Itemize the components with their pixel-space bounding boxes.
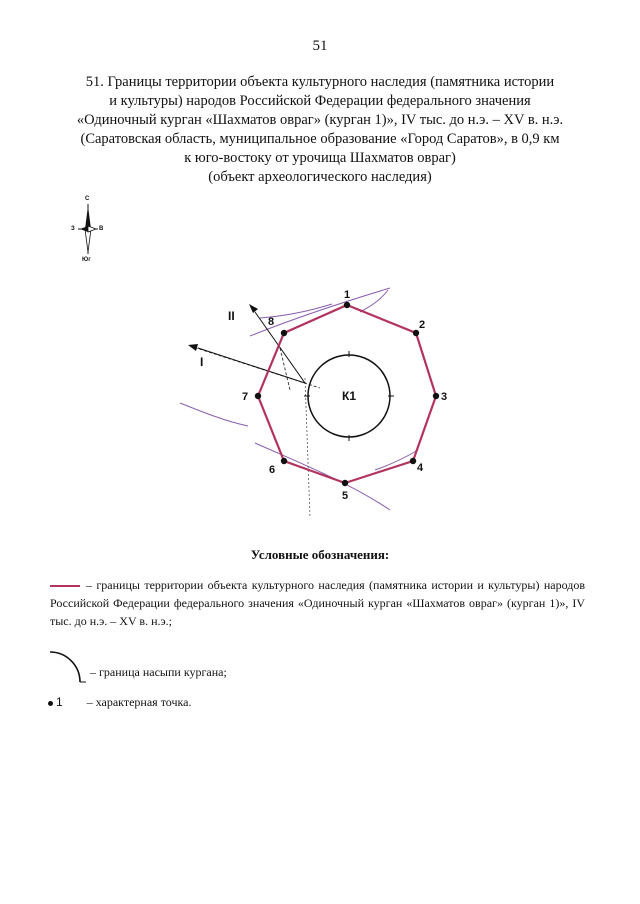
title-line: (объект археологического наследия) (208, 169, 432, 185)
point-label: 8 (268, 316, 275, 328)
title-line: (Саратовская область, муниципальное образование «Город Саратов», в 0,9 км (80, 131, 560, 147)
point-label: 5 (342, 490, 349, 502)
site-map (160, 278, 480, 528)
legend-boundary-item (50, 576, 585, 630)
point-label: 2 (419, 319, 426, 331)
mound-boundary-icon (48, 648, 88, 688)
document-title (55, 73, 585, 187)
arrow-head-icon (249, 304, 258, 313)
boundary-point (281, 458, 287, 464)
title-line: и культуры) народов Российской Федерации федерального значения (109, 93, 531, 109)
point-label: 7 (242, 391, 249, 403)
point-label: 6 (269, 464, 276, 476)
legend-mound-item (48, 648, 448, 688)
boundary-point (342, 480, 348, 486)
direction-arrow-line (198, 348, 305, 383)
page-number: 51 (312, 38, 328, 54)
compass-north-label: С (85, 196, 90, 202)
legend-mound-text: – граница насыпи кургана; (90, 665, 227, 679)
title-line: «Одиночный курган «Шахматов овраг» (курган 1)», IV тыс. до н.э. – XV в. н.э. (76, 112, 564, 128)
boundary-point (255, 393, 261, 399)
site-map-graphic (160, 278, 480, 528)
boundary-line-icon (50, 585, 80, 587)
point-dot-icon (48, 701, 53, 706)
terrain-line (180, 403, 248, 426)
compass-east-label: В (99, 226, 104, 232)
compass-south-label: Юг (82, 257, 91, 263)
point-label: 4 (417, 462, 424, 474)
legend-point-item (48, 695, 191, 710)
arrow-head-icon (188, 344, 198, 351)
legend-title: Условные обозначения: (250, 547, 390, 562)
title-line: к юго-востоку от урочища Шахматов овраг) (184, 150, 456, 166)
point-label: 3 (441, 391, 448, 403)
boundary-point (281, 330, 287, 336)
mound-label: К1 (342, 389, 356, 403)
direction-arrow-line (255, 312, 305, 383)
boundary-point (344, 302, 350, 308)
legend-point-text: – характерная точка. (86, 695, 192, 709)
direction-label-i: I (200, 355, 204, 369)
direction-label-ii: II (228, 309, 235, 323)
legend-boundary-text: – границы территории объекта культурного наследия (памятника истории и культуры) народов Российской Федерации федерального значения «Одиночный курган «Шахматов овраг» (курган 1)», IV тыс. до н.э. – XV в. н.э.; (50, 578, 585, 628)
terrain-line (255, 443, 390, 510)
title-line: 51. Границы территории объекта культурного наследия (памятника истории (85, 74, 555, 90)
terrain-line (250, 288, 390, 336)
point-label: 1 (344, 289, 351, 301)
boundary-point (410, 458, 416, 464)
compass-west-label: З (71, 226, 75, 232)
legend-point-number: 1 (56, 695, 63, 709)
compass-rose-icon (68, 192, 108, 272)
boundary-point (433, 393, 439, 399)
